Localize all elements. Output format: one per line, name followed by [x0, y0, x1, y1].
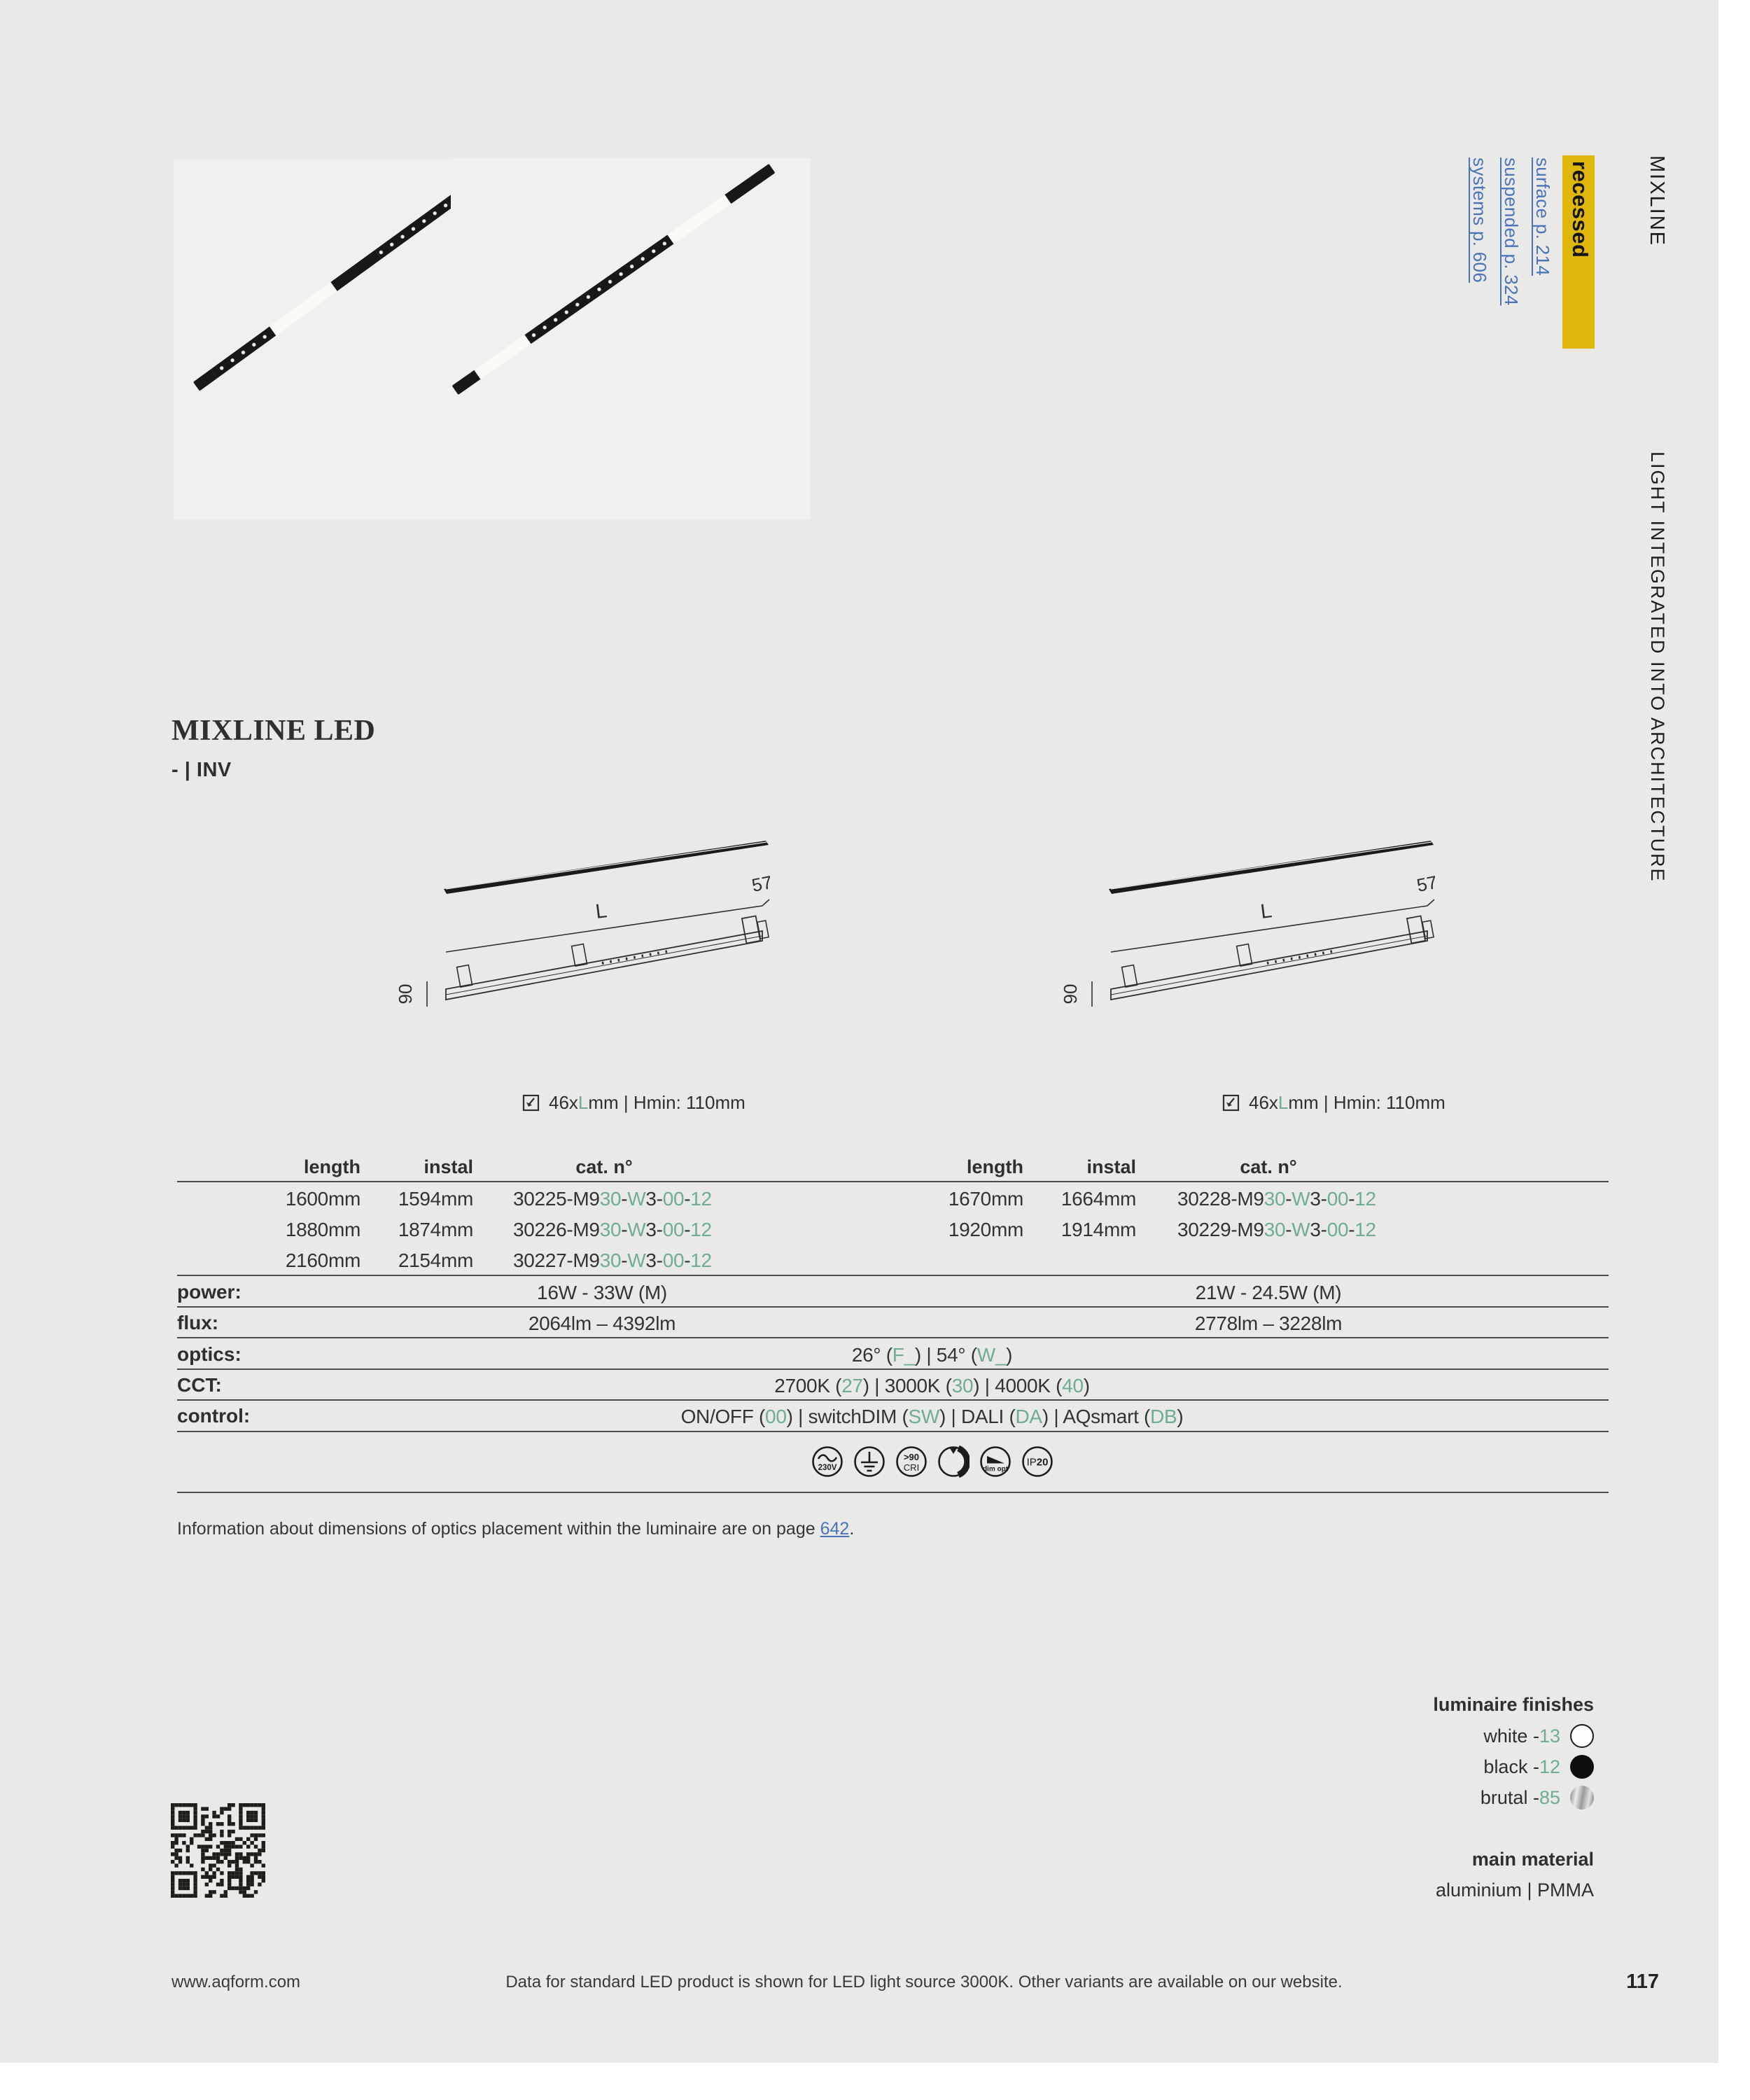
finish-brutal-swatch — [1570, 1786, 1594, 1809]
page-number: 117 — [1626, 1970, 1659, 1993]
certification-icons — [217, 1446, 1647, 1478]
footer-site-link[interactable]: www.aqform.com — [172, 1973, 301, 1991]
dim-57-label: 57 — [1415, 871, 1439, 896]
table-rule — [177, 1492, 1609, 1493]
qr-code — [171, 1803, 265, 1898]
page-title: MIXLINE LED — [172, 715, 376, 747]
cri-90-icon — [895, 1446, 927, 1478]
link-surface[interactable]: surface p. 214 — [1532, 158, 1553, 276]
finish-white — [1314, 1721, 1594, 1751]
dim-90-label: 90 — [1060, 983, 1081, 1004]
svg-text:CRI: CRI — [903, 1462, 919, 1473]
table-rule — [177, 1368, 1609, 1370]
material-value: aluminium | PMMA — [1435, 1879, 1594, 1900]
finish-white-swatch — [1570, 1724, 1594, 1748]
cell-instal: 1914mm — [1060, 1219, 1136, 1240]
dimension-caption-text: 46xLmm | Hmin: 110mm — [1249, 1092, 1446, 1113]
dimension-drawing-right — [1057, 819, 1449, 1043]
cell-length: 2160mm — [285, 1250, 360, 1271]
luminaire-strip-1 — [193, 169, 493, 391]
finish-black — [1314, 1751, 1594, 1782]
dimension-drawing-left — [392, 819, 784, 1043]
finishes-list — [1314, 1721, 1594, 1813]
svg-text:>90: >90 — [903, 1452, 919, 1462]
row-label-control: control: — [177, 1405, 251, 1427]
cell-cat-number: 30229-M930-W3-00-12 — [1177, 1219, 1376, 1240]
cell-length: 1920mm — [948, 1219, 1023, 1240]
section-title-vertical: LIGHT INTEGRATED INTO ARCHITECTURE — [1647, 451, 1668, 883]
finish-brutal-label: brutal -85 — [1480, 1786, 1560, 1808]
cell-length: 1670mm — [948, 1188, 1023, 1210]
page-margin-bottom — [0, 2063, 1750, 2100]
dim-57-label: 57 — [750, 871, 774, 896]
cell-cat-number: 30227-M930-W3-00-12 — [513, 1250, 712, 1271]
col-header-cat-left: cat. n° — [575, 1156, 633, 1177]
page-margin-right — [1718, 0, 1750, 2100]
product-photo-2 — [451, 158, 811, 519]
col-header-instal-right: instal — [1086, 1156, 1136, 1177]
table-rule — [177, 1306, 1609, 1308]
power-value-left: 16W - 33W (M) — [537, 1282, 667, 1303]
row-label-flux: flux: — [177, 1312, 219, 1334]
col-header-cat-right: cat. n° — [1240, 1156, 1297, 1177]
cell-instal: 1664mm — [1060, 1188, 1136, 1210]
dim-option-icon — [979, 1446, 1011, 1478]
finishes-heading: luminaire finishes — [1433, 1694, 1594, 1715]
ip20-icon — [1021, 1446, 1054, 1478]
finish-brutal — [1314, 1782, 1594, 1813]
tab-recessed-label: recessed — [1568, 161, 1592, 258]
cell-instal: 1874mm — [398, 1219, 473, 1240]
svg-text:dim opt: dim opt — [982, 1465, 1008, 1474]
flux-value-right: 2778lm – 3228lm — [1194, 1312, 1343, 1334]
dimension-caption-left — [522, 1092, 746, 1114]
power-value-right: 21W - 24.5W (M) — [1195, 1282, 1342, 1303]
adjustable-icon — [937, 1446, 969, 1478]
luminaire-strip-2 — [451, 164, 775, 395]
link-suspended[interactable]: suspended p. 324 — [1501, 158, 1522, 306]
cct-value: 2700K (27) | 3000K (30) | 4000K (40) — [774, 1375, 1090, 1396]
table-rule — [177, 1181, 1609, 1182]
cell-length: 1600mm — [285, 1188, 360, 1210]
footer-note: Data for standard LED product is shown for LED light source 3000K. Other variants are available on our website. — [505, 1973, 1343, 1991]
link-systems[interactable]: systems p. 606 — [1469, 158, 1490, 284]
finish-black-label: black -12 — [1483, 1756, 1560, 1777]
col-header-instal-left: instal — [424, 1156, 473, 1177]
table-rule — [177, 1275, 1609, 1276]
cell-instal: 1594mm — [398, 1188, 473, 1210]
table-rule — [177, 1399, 1609, 1401]
cell-instal: 2154mm — [398, 1250, 473, 1271]
material-heading: main material — [1471, 1849, 1594, 1870]
tab-recessed[interactable] — [1562, 155, 1595, 349]
voltage-230v-icon — [811, 1446, 844, 1478]
ground-earth-icon — [853, 1446, 886, 1478]
row-label-cct: CCT: — [177, 1374, 222, 1396]
dimension-caption-right — [1222, 1092, 1446, 1114]
table-rule — [177, 1337, 1609, 1338]
col-header-length-left: length — [304, 1156, 360, 1177]
optics-value: 26° (F_) | 54° (W_) — [851, 1344, 1013, 1366]
recess-dimension-icon — [1222, 1093, 1240, 1112]
finish-white-label: white -13 — [1483, 1725, 1560, 1746]
variant-label: - | INV — [172, 759, 232, 781]
svg-text:230V: 230V — [818, 1464, 836, 1472]
row-label-power: power: — [177, 1281, 241, 1303]
dim-L-label: L — [1259, 899, 1273, 923]
svg-text:IP20: IP20 — [1026, 1456, 1048, 1469]
dim-90-label: 90 — [395, 983, 416, 1004]
cell-cat-number: 30225-M930-W3-00-12 — [513, 1188, 712, 1210]
col-header-length-right: length — [967, 1156, 1023, 1177]
control-value: ON/OFF (00) | switchDIM (SW) | DALI (DA) | AQsmart (DB) — [680, 1406, 1184, 1427]
family-name-vertical: MIXLINE — [1646, 155, 1668, 247]
row-label-optics: optics: — [177, 1343, 241, 1365]
cell-cat-number: 30226-M930-W3-00-12 — [513, 1219, 712, 1240]
dimension-caption-text: 46xLmm | Hmin: 110mm — [549, 1092, 746, 1113]
cell-length: 1880mm — [285, 1219, 360, 1240]
recess-dimension-icon — [522, 1093, 540, 1112]
dim-L-label: L — [594, 899, 608, 923]
cell-cat-number: 30228-M930-W3-00-12 — [1177, 1188, 1376, 1210]
table-rule — [177, 1431, 1609, 1432]
finish-black-swatch — [1570, 1755, 1594, 1779]
flux-value-left: 2064lm – 4392lm — [528, 1312, 676, 1334]
optics-info-note[interactable]: Information about dimensions of optics placement within the luminaire are on page 642. — [177, 1519, 855, 1539]
